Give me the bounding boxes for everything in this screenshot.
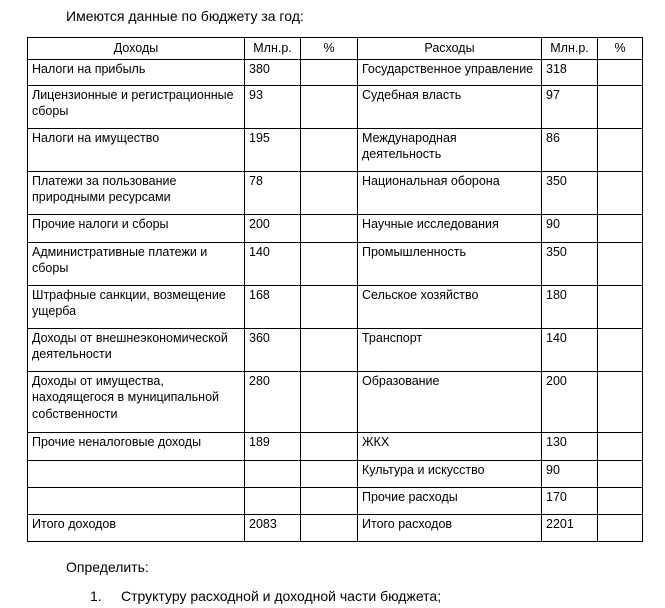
table-cell [301,371,358,432]
table-row [28,460,643,487]
table-cell [245,487,301,514]
table-cell: 93 [245,85,301,128]
table-cell: Налоги на имущество [28,128,245,171]
list-item-text: Структуру расходной и доходной части бюджета; [121,588,442,604]
table-cell [598,328,643,371]
table-cell: 90 [542,214,598,242]
table-row [28,285,643,328]
table-cell: Прочие налоги и сборы [28,214,245,242]
table-cell: 97 [542,85,598,128]
table-cell: Прочие неналоговые доходы [28,432,245,460]
table-cell [245,460,301,487]
table-cell: 130 [542,432,598,460]
table-cell [301,171,358,214]
table-cell: Судебная власть [358,85,542,128]
table-cell: 318 [542,59,598,85]
table-cell [301,514,358,541]
table-cell: ЖКХ [358,432,542,460]
table-cell: Образование [358,371,542,432]
table-row [28,432,643,460]
table-cell [28,487,245,514]
table-row [28,371,643,432]
table-cell: Доходы от имущества, находящегося в муниципальной собственности [28,371,245,432]
table-cell [301,59,358,85]
intro-text: Имеются данные по бюджету за год: [66,8,304,24]
table-cell: 360 [245,328,301,371]
table-row [28,85,643,128]
table-cell: 170 [542,487,598,514]
header-cell: Доходы [28,38,245,60]
table-cell: Итого расходов [358,514,542,541]
table-cell: Прочие расходы [358,487,542,514]
header-cell: Расходы [358,38,542,60]
table-row [28,328,643,371]
table-cell: Доходы от внешнеэкономической деятельности [28,328,245,371]
table-cell [598,85,643,128]
table-cell [598,487,643,514]
table-row [28,242,643,285]
table-cell [598,59,643,85]
table-cell [598,242,643,285]
table-cell: Платежи за пользование природными ресурсами [28,171,245,214]
table-cell: 189 [245,432,301,460]
table-cell: Штрафные санкции, возмещение ущерба [28,285,245,328]
table-cell: 140 [542,328,598,371]
table-cell [301,432,358,460]
table-cell: Научные исследования [358,214,542,242]
table-cell [598,128,643,171]
table-cell [598,460,643,487]
table-cell [301,214,358,242]
table-cell [598,514,643,541]
table-cell: Национальная оборона [358,171,542,214]
table-cell [301,242,358,285]
table-cell: 86 [542,128,598,171]
table-cell: Культура и искусство [358,460,542,487]
table-cell: 140 [245,242,301,285]
table-cell [301,328,358,371]
header-cell: % [301,38,358,60]
table-cell: 180 [542,285,598,328]
table-cell [28,460,245,487]
table-cell: 380 [245,59,301,85]
table-cell: 350 [542,242,598,285]
table-cell: Административные платежи и сборы [28,242,245,285]
table-row [28,214,643,242]
task-heading: Определить: [66,559,149,575]
table-row [28,487,643,514]
table-cell [301,85,358,128]
table-cell [598,214,643,242]
table-row [28,514,643,541]
header-cell: Млн.р. [245,38,301,60]
table-row [28,128,643,171]
table-header-row [28,38,643,60]
table-row [28,171,643,214]
header-cell: Млн.р. [542,38,598,60]
table-cell: Международная деятельность [358,128,542,171]
table-cell: 200 [542,371,598,432]
table-cell [301,285,358,328]
table-cell [598,171,643,214]
table-cell [598,432,643,460]
table-cell: 78 [245,171,301,214]
table-cell: 280 [245,371,301,432]
table-cell [301,460,358,487]
table-row [28,59,643,85]
table-cell [301,487,358,514]
table-cell: Промышленность [358,242,542,285]
table-cell [598,371,643,432]
table-cell: 90 [542,460,598,487]
budget-table [27,37,643,542]
table-cell: Сельское хозяйство [358,285,542,328]
table-cell: 350 [542,171,598,214]
table-cell [301,128,358,171]
table-cell: 200 [245,214,301,242]
list-item [90,587,441,605]
table-cell: 2083 [245,514,301,541]
table-cell: Налоги на прибыль [28,59,245,85]
table-cell: 195 [245,128,301,171]
table-cell: Транспорт [358,328,542,371]
table-cell [598,285,643,328]
table-cell: Государственное управление [358,59,542,85]
table-cell: 2201 [542,514,598,541]
list-item-number: 1. [90,588,102,604]
table-cell: 168 [245,285,301,328]
header-cell: % [598,38,643,60]
table-cell: Лицензионные и регистрационные сборы [28,85,245,128]
table-cell: Итого доходов [28,514,245,541]
table-body [28,59,643,541]
